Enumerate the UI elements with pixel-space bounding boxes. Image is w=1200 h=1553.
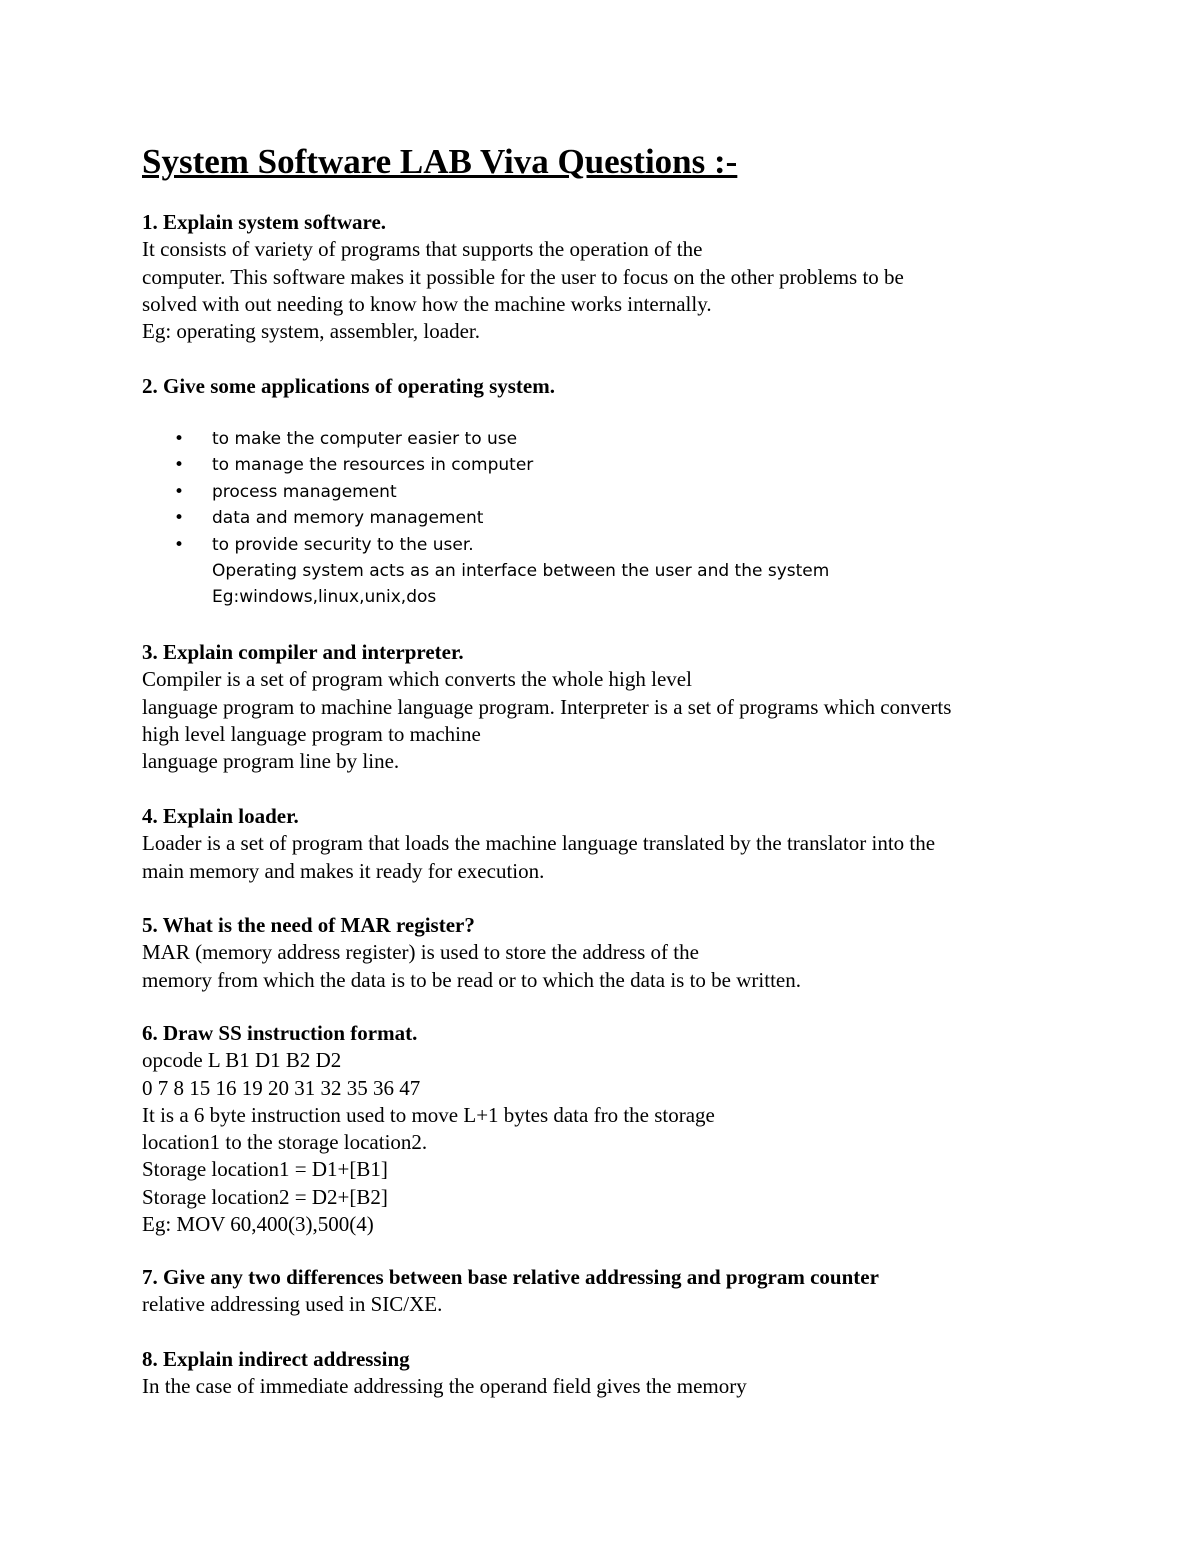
answer-line: It is a 6 byte instruction used to move L+1 bytes data fro the storage bbox=[142, 1102, 715, 1127]
answer-line: language program line by line. bbox=[142, 749, 400, 774]
note-line: Operating system acts as an interface between the user and the system bbox=[212, 561, 830, 581]
question-6 bbox=[142, 1020, 715, 1238]
answer-line: Loader is a set of program that loads the machine language translated by the translator into the bbox=[142, 831, 936, 856]
question-7 bbox=[142, 1264, 879, 1319]
page-title: System Software LAB Viva Questions :- bbox=[142, 142, 738, 181]
list-item: • to make the computer easier to use bbox=[142, 426, 533, 452]
list-item: • process management bbox=[142, 479, 533, 505]
answer-line: main memory and makes it ready for execution. bbox=[142, 858, 545, 883]
answer-line: memory from which the data is to be read or to which the data is to be written. bbox=[142, 967, 801, 992]
list-item: • to manage the resources in computer bbox=[142, 452, 533, 478]
question-heading: 7. Give any two differences between base relative addressing and program counter bbox=[142, 1265, 879, 1289]
answer-line: Eg: operating system, assembler, loader. bbox=[142, 319, 480, 344]
question-2 bbox=[142, 373, 555, 400]
question-3 bbox=[142, 639, 951, 775]
answer-line: solved with out needing to know how the machine works internally. bbox=[142, 291, 712, 316]
list-item: • to provide security to the user. bbox=[142, 532, 533, 558]
answer-line: computer. This software makes it possible for the user to focus on the other problems to be bbox=[142, 264, 904, 289]
answer-line: MAR (memory address register) is used to store the address of the bbox=[142, 940, 699, 965]
question-8 bbox=[142, 1346, 747, 1401]
question-4 bbox=[142, 803, 935, 885]
question-heading: 3. Explain compiler and interpreter. bbox=[142, 640, 464, 664]
answer-line: 0 7 8 15 16 19 20 31 32 35 36 47 bbox=[142, 1075, 421, 1100]
answer-line: It consists of variety of programs that supports the operation of the bbox=[142, 237, 703, 262]
question-1 bbox=[142, 209, 904, 345]
answer-line: Storage location1 = D1+[B1] bbox=[142, 1157, 388, 1182]
answer-line: Storage location2 = D2+[B2] bbox=[142, 1184, 388, 1209]
answer-line: Compiler is a set of program which converts the whole high level bbox=[142, 667, 692, 692]
question-heading: 1. Explain system software. bbox=[142, 210, 387, 234]
answer-line: opcode L B1 D1 B2 D2 bbox=[142, 1048, 342, 1073]
answer-line: language program to machine language program. Interpreter is a set of programs which converts bbox=[142, 694, 952, 719]
question-5 bbox=[142, 912, 801, 994]
list-item: • data and memory management bbox=[142, 505, 533, 531]
answer-line: In the case of immediate addressing the operand field gives the memory bbox=[142, 1374, 747, 1399]
question-heading: 8. Explain indirect addressing bbox=[142, 1347, 410, 1371]
applications-list bbox=[142, 426, 533, 558]
answer-line: Eg: MOV 60,400(3),500(4) bbox=[142, 1212, 374, 1237]
note-line: Eg:windows,linux,unix,dos bbox=[212, 587, 437, 608]
question-heading: 4. Explain loader. bbox=[142, 804, 299, 828]
answer-line: relative addressing used in SIC/XE. bbox=[142, 1292, 443, 1317]
question-heading: 6. Draw SS instruction format. bbox=[142, 1021, 418, 1045]
question-heading: 5. What is the need of MAR register? bbox=[142, 913, 475, 937]
question-heading: 2. Give some applications of operating system. bbox=[142, 374, 555, 398]
answer-line: location1 to the storage location2. bbox=[142, 1130, 428, 1155]
os-note bbox=[212, 558, 829, 611]
answer-line: high level language program to machine bbox=[142, 721, 481, 746]
